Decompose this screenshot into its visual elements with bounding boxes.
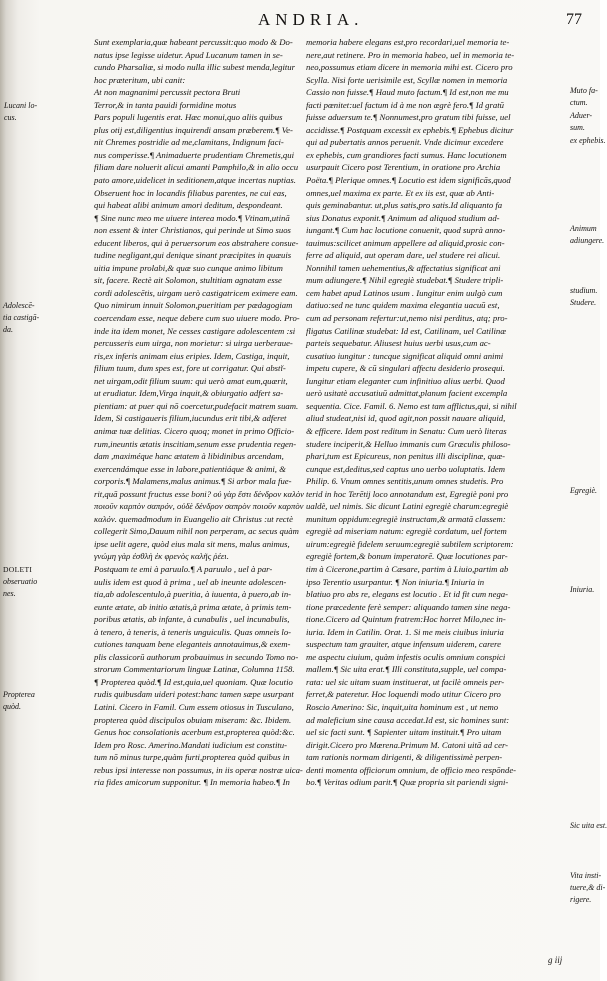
margin-note: da. — [3, 325, 13, 334]
text-line: phari,tum est Epicureus, non penitus illi disciplinæ, quæ- — [306, 451, 506, 462]
text-line: Pars populi lugentis erat. Hæc monui,quo aliis quibus — [94, 112, 283, 123]
margin-note: tia castigā- — [3, 313, 40, 322]
text-line: cusatiuo iungitur : tuncque significat aliquid omni animi — [306, 350, 504, 361]
text-line: aliud studeat,nisi id, quod agit,non possit nauare aliquid, — [306, 413, 506, 424]
margin-note: ex ephebis. — [570, 136, 606, 145]
text-line: rudis quibusdam uideri potest:hanc tamen sæpe usurpant — [94, 689, 294, 700]
text-line: percusseris eum uirga, non morietur: si uirga uerberaue- — [94, 338, 293, 349]
margin-note: tuere,& di- — [570, 883, 606, 892]
text-line: Sunt exemplaria,quæ habeant percussit:quo modo & Do- — [94, 37, 293, 47]
running-title: ANDRIA. — [258, 10, 364, 29]
text-line: Poëta.¶ Plerique omnes.¶ Locutio est idem significās,quod — [306, 175, 511, 186]
margin-note: Vita insti- — [570, 871, 602, 880]
text-line: Postquam te emi à paruulo.¶ A paruulo , uel à par- — [94, 563, 273, 574]
text-line: me aspectu ciuium, quàm infestis oculis omnium conspici — [306, 651, 506, 662]
text-line: καλόν. quemadmodum in Euangelio ait Christus :ut rectè — [94, 513, 293, 524]
text-line: cum ad personam refertur:ut,nemo nisi perditus, atq; pro- — [306, 313, 508, 324]
margin-note: rigere. — [570, 895, 592, 904]
right-text-column — [306, 36, 571, 789]
text-line: Obseruent hoc in locandis filiabus parentes, ne cui eas, — [94, 187, 287, 198]
text-line: eunte ætate, ab initio ætatis,à prima ætate, à primis tem- — [94, 601, 292, 612]
page-number: 77 — [566, 11, 582, 28]
text-line: exercendámque esse in labore,patientiáque & animi, & — [94, 463, 286, 474]
text-line: suspectum tam grauiter, atque infensum uiderem, carere — [306, 639, 501, 650]
text-line: plus otij est,diligentius inquirendi ansam præberem.¶ Ve- — [94, 124, 293, 135]
text-line: fuisse aduersum te.¶ Nonnumest,pro gratum tibi fuisse, uel — [306, 112, 511, 123]
margin-note: Lucani lo- — [4, 101, 38, 110]
text-line: nere,aut retinere. Pro in memoria habeo, uel in memoria te- — [306, 49, 515, 60]
text-line: cutiones tanquam bene eleganteis annotauimus,& exem- — [94, 639, 291, 650]
text-line: quis geminabantur. ut,plus satis,pro satis.Id aliquanto fa — [306, 200, 503, 211]
text-line: net uirgam,odit filium suum: qui uerò amat eum,quærit, — [94, 375, 288, 386]
text-line: egregiè ad miseriam natum: egregiè cordatum, uel fortem — [306, 526, 507, 537]
text-line: nus comperisse.¶ Animaduerte prudentiam Chremetis,qui — [94, 149, 294, 160]
text-line: ¶ Propterea quòd.¶ Id est,quia,uel quoniam. Quæ locutio — [94, 676, 293, 687]
text-line: tum nō minus turpe,quàm furti,propterea quòd quibus in — [94, 752, 290, 763]
margin-note: ctum. — [570, 98, 588, 107]
text-line: pientiam: at puer qui nō coercetur,pudefacit matrem suam. — [94, 400, 299, 411]
text-line: dam ,maximéque hanc ætatem à libidinibus arcendam, — [94, 451, 284, 462]
text-line: omnes,uel maxima ex parte. Et ex iis est, quæ ab Anti- — [306, 187, 495, 198]
text-line: accidisse.¶ Postquam excessit ex ephebis.¶ Ephebus dicitur — [306, 124, 514, 135]
text-line: Iungitur etiam eleganter cum infinitiuo alius uerbi. Quod — [306, 375, 505, 386]
margin-note: nes. — [3, 589, 16, 598]
text-line: pato amore,uidelicet in seditionem,atque incertas nuptias. — [94, 175, 296, 186]
text-line: qui ad pubertatis annos peruenit. Vnde dicimur excedere — [306, 137, 504, 148]
text-line: cundo Pharsaliæ, si modo nulla illic subest menda,legitur — [94, 62, 296, 73]
text-line: impetu cupere, & cū singulari affectu desiderio prosequi. — [306, 363, 505, 374]
text-line: Scylla. Nisi forte uerisimile est, Scyllæ nomen in memoria — [306, 74, 508, 85]
catchword: g iij — [548, 955, 563, 965]
margin-note: quòd. — [3, 702, 21, 711]
text-line: Latini. Cicero in Famil. Cum essem otiosus in Tusculano, — [94, 701, 294, 712]
text-line: Idem, Si castigaueris filium,iucundus erit tibi,& adferet — [94, 413, 287, 424]
text-line: ipso Terentio usurpantur. ¶ Non iniuria.¶ Iniuria in — [306, 576, 485, 587]
text-line: Genus hoc consolationis acerbum est,propterea quòd:&c. — [94, 727, 295, 738]
text-line: uel sic facti sunt. ¶ Sapienter uitam instituit.¶ Pro uitam — [306, 727, 502, 738]
text-line: filiam dare noluerit alicui amanti Pamphilo,& in alio occu — [94, 162, 299, 173]
text-line: bo.¶ Veritas odium parit.¶ Quæ propria sit pariendi signi- — [306, 777, 509, 788]
text-line: à tenero, à teneris, à teneris unguiculis. Quas omneis lo- — [94, 626, 292, 637]
text-line: Terror,& in tanta pauidi formidine motus — [94, 99, 237, 110]
text-line: fligatus Catilinæ studebat: Id est, Catilinam, uel Catilinæ — [306, 325, 507, 336]
text-line: ria fides amicorum supponitur. ¶ In memoria habeo.¶ In — [94, 777, 290, 788]
text-line: ipse uelit agere, quòd eius mala sit mens, malus animus, — [94, 538, 290, 549]
text-line: inde ita idem monet, Ne cesses castigare adolescentem :si — [94, 325, 296, 336]
text-line: neo,possumus etiam dicere in memoria mihi est. Cicero pro — [306, 62, 513, 73]
text-line: nit Chremes postridie ad me,clamitans, Indignum faci- — [94, 137, 284, 148]
text-line: parteis sequebatur. Aliusest huius uerbi usus,cum ac- — [306, 338, 491, 349]
text-line: ¶ Sine nunc meo me uiuere interea modo.¶ Vtinam,utinā — [94, 212, 290, 223]
margin-note: Animum — [570, 224, 597, 233]
margin-note: Muto fa- — [570, 86, 598, 95]
text-line: Quo nimirum innuit Solomon,pueritiam per pædagogiam — [94, 300, 293, 311]
text-line: filium tuum, dum spes est, fore ut corrigatur. Qui abstĭ- — [94, 363, 286, 374]
text-line: uirum:egregiè fidelem seruum:egregiè subtilem scriptorem: — [306, 538, 514, 549]
text-line: iuria. Idem in Catilin. Orat. 1. Si me meis ciuibus iniuria — [306, 626, 504, 637]
text-line: qui habeat alibi animum amori deditum, despondeant. — [94, 200, 283, 211]
text-line: munitum oppidum:egregiè instructam,& armatā classem: — [306, 513, 506, 524]
text-line: blatiuo pro abs re, elegans est locutio . Et id fit cum nega- — [306, 589, 509, 600]
text-line: ferret,& pateretur. Hoc loquendi modo utitur Cicero pro — [306, 689, 501, 700]
text-line: cem habet apud Latinos usum . Iungitur enim uulgò cum — [306, 287, 503, 298]
text-line: Roscio Amerino: Sic, inquit,uita hominum est , ut nemo — [306, 701, 499, 712]
text-line: tione præcedente ferè semper: aliquando tamen sine nega- — [306, 601, 511, 612]
margin-note: studium. — [570, 286, 598, 295]
text-line: uitia impune prolabi,& quæ suo cunque animo libitum — [94, 262, 283, 273]
text-line: tauimus:scilicet animum appellere ad aliquid,prosic con- — [306, 237, 505, 248]
text-line: animæ tuæ delitias. Cicero quoq; monet in primo Officio- — [94, 425, 295, 436]
margin-note: Studere. — [570, 298, 597, 307]
text-line: tione.Cicero ad Quintum fratrem:Hoc horret Milo,nec in- — [306, 614, 506, 625]
text-line: datiuo:sed ne tunc quidem maxima elegantia uacuū est, — [306, 300, 500, 311]
margin-note: adiungere. — [570, 236, 605, 245]
margin-note: cus. — [4, 113, 17, 122]
text-line: ualdè, uel nimis. Sic dicunt Latini egregiè charum:egregiè — [306, 501, 509, 512]
margin-note: DOLETI — [3, 565, 33, 574]
text-line: memoria habere elegans est,pro recordari,uel memoria te- — [306, 37, 510, 47]
text-line: mallem.¶ Sic uita erat.¶ Illi constituta,supple, uel compa- — [306, 664, 507, 675]
text-line: hoc præteritum, ubi canit: — [94, 74, 186, 85]
text-line: corporis.¶ Malamens,malus animus.¶ Si arbor mala fue- — [94, 476, 292, 487]
text-line: studere inciperit,& Helluo immanis cum Græculis philoso- — [306, 438, 511, 449]
text-line: iungant.¶ Cum hac locutione conuenit, quod suprà anno- — [306, 225, 506, 236]
text-line: Philip. 6. Vnum omnes sentitis,unum omnes studetis. Pro — [306, 476, 504, 487]
text-line: ferre ad aliquid, aut operam dare, uel studere rei alicui. — [306, 250, 501, 261]
text-line: ut erudiatur. Idem,Virga inquit,& obiurgatio adfert sa- — [94, 388, 284, 399]
margin-note: Propterea — [3, 690, 35, 699]
text-line: ποιοῦν καρπὸν σαπρόν, οὐδὲ δένδρον σαπρὸν ποιοῦν καρπὸν — [94, 501, 304, 512]
margin-note: Adolescē- — [3, 301, 35, 310]
margin-note: Egregiè. — [570, 486, 598, 495]
text-line: γνώμη γὰρ ἐσθλὴ ἐκ φρενὸς καλῆς ῥέει. — [94, 551, 229, 562]
margin-note: Iniuria. — [570, 585, 595, 594]
text-line: rata: uel sic uitam suam instituerat, ut facilè omneis per- — [306, 676, 505, 687]
text-line: tudine negligant,qui denique sinant præcipites in quæuis — [94, 250, 292, 261]
text-line: tim à Cicerone,partim à Cæsare, partim à Liuio,partim ab — [306, 563, 509, 574]
text-line: usurpauit Cicero post Terentium, in oratione pro Archia — [306, 162, 501, 173]
left-text-column — [94, 36, 305, 789]
text-line: poribus ætatis, ab infante, à cunabulis , uel incunabulis, — [94, 614, 290, 625]
text-line: natus ipse legisse uidetur. Apud Lucanum tamen in se- — [94, 49, 283, 60]
text-line: strorum Commentariorum linguæ Latinæ, Columna 1158. — [94, 664, 295, 675]
margin-note: sum. — [570, 123, 585, 132]
text-line: cunque est,deditus,sed captus uno uerbo uoluptatis. Idem — [306, 463, 506, 474]
text-line: ex ephebis, cum grandiores facti sumus. Hanc locutionem — [306, 149, 507, 160]
text-line: dirigit.Cicero pro Mœrena.Primum M. Catoni uitā ad cer- — [306, 739, 509, 750]
margin-note: Aduer- — [570, 111, 593, 120]
text-line: collegerit Simo,Dauum nihil non perperam, ac secus quàm — [94, 526, 299, 537]
text-line: plis classicorū authorum probauimus in secundo Tomo no- — [94, 651, 299, 662]
margin-note: obseruatio — [3, 577, 38, 586]
text-line: coercendam esse, neque debere cum suo uiuere modo. Pro- — [94, 313, 300, 324]
text-line: ad maleficium sine causa accedat.Id est, sic homines sunt: — [306, 714, 510, 725]
text-line: Cassio non fuisse.¶ Haud muto factum.¶ Id est,non me mu — [306, 87, 509, 98]
text-line: At non magnanimi percussit pectora Bruti — [94, 87, 241, 98]
text-line: sit, facere. Rectè ait Solomon, stultitiam agnatam esse — [94, 275, 282, 286]
text-line: sequentia. Cice. Famil. 6. Nemo est tam afflictus,qui, si nihil — [306, 400, 517, 411]
text-line: uulis idem est quod à prima , uel ab ineunte adolescen- — [94, 576, 287, 587]
text-line: facti pœnitet:uel factum id à me non ægrè fero.¶ Id gratū — [306, 99, 504, 110]
text-line: egregiè fortem,& bonum imperatorē. Quæ locutiones par- — [306, 551, 508, 562]
text-line: & efficere. Idem post reditum in Senatu: Cum uerò literas — [306, 425, 507, 436]
text-line: educent liberos, qui à peruersorum eos abstrahere consue- — [94, 237, 299, 248]
text-line: denti momenta officiorum omnium, de officio meo respōnde- — [306, 764, 517, 775]
margin-note: Sic uita est. — [570, 821, 607, 830]
text-line: rum,ineuntis ætatis inscitiam,senum esse prudentia regen- — [94, 438, 297, 449]
text-line: tam rationis normam dirigenti, & diligentissimè perpen- — [306, 752, 503, 763]
text-line: sius Donatus exponit.¶ Animum ad aliquod studium ad- — [306, 212, 500, 223]
text-line: propterea quòd discipulos obuiam miseram: &c. Ibidem. — [94, 714, 292, 725]
text-line: non essent & inter Christianos, qui perinde ut Simo suos — [94, 225, 291, 236]
text-line: uerò usitatè accusatiuū admittat,planum facient excempla — [306, 388, 508, 399]
text-line: mum adiungere.¶ Nihil egregiè studebat.¶ Studere tripli- — [306, 275, 504, 286]
text-line: tia,ab adolescentulo,à pueritia, à iuuenta, à puero,ab in- — [94, 589, 292, 600]
text-line: rebus ipsi interesse non possumus, in iis operæ nostræ uica- — [94, 764, 303, 775]
text-line: Nonnihil tamen uehementius,& affectatius significat ani — [306, 262, 501, 273]
text-line: terid in hoc Terētij loco annotandum est, Egregiè poni pro — [306, 488, 509, 499]
text-line: cordi adolescētis, uirgam uerò castigatricem eximere eam. — [94, 287, 298, 298]
text-line: Idem pro Rosc. Amerino.Mandati iudicium est constitu- — [94, 739, 288, 750]
text-line: ris,ex inferis animam eius eripies. Idem, Castiga, inquit, — [94, 350, 290, 361]
text-line: rit,quā possunt fructus esse boni? οὐ γὰρ ἔστι δένδρον καλὸν — [94, 488, 305, 499]
